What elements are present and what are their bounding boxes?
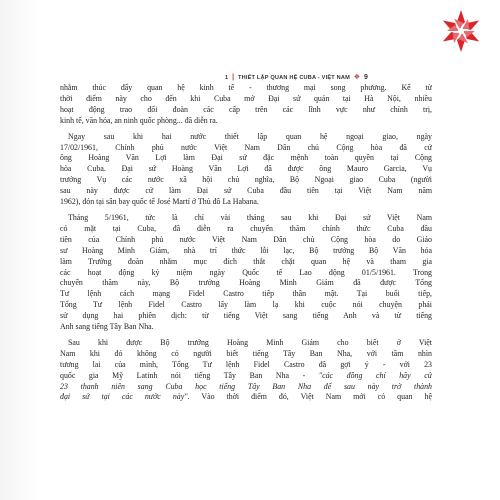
text-line: kinh tế, văn hóa, an ninh quốc phòng... đã diễn ra.	[60, 115, 218, 125]
text-line: Tư lệnh cách mạng Fidel Castro tiếp thân mật. Tại buổi tiếp,	[60, 289, 432, 299]
text-line: Nam khi đó không có người biết tiếng Tây Ban Nha, với tầm nhìn	[60, 348, 432, 358]
text-line: sư Hoàng Minh Giám, nhà trí thức lỗi lạc, Bộ trưởng Bộ Văn hóa	[60, 245, 432, 255]
text-line: 23 thanh niên sang Cuba học tiếng Tây Ban Nha để sau này trở thành	[60, 381, 432, 391]
text-line: tiên của Chính phủ nước Việt Nam Dân chủ Cộng hòa do Giáo	[60, 234, 432, 244]
chapter-number: 1	[225, 75, 229, 81]
page-number: 9	[363, 74, 369, 81]
text-line: quốc gia Mỹ Latinh nói tiếng Tây Ban Nha - "các đồng chí hãy cử	[60, 370, 432, 380]
text-line: hoạt động trao đổi đoàn các cấp trên các lĩnh vực như chính trị,	[60, 104, 432, 114]
text-line: nhằm thúc đẩy quan hệ kinh tế - thương mại song phương. Kể từ	[60, 83, 432, 92]
text-line: các hoạt động kỷ niệm ngày Quốc tế Lao động 01/5/1961. Trong	[60, 267, 432, 277]
text-line: Ngay sau khi hai nước thiết lập quan hệ ngoại giao, ngày	[68, 131, 432, 141]
text-line: 1962), đón tại sân bay quốc tế José Martí ở Thủ đô La Habana.	[60, 197, 259, 207]
ornament-icon: ❖	[353, 74, 361, 81]
text-line: làm Trưởng đoàn nhằm mục đích thắt chặt quan hệ và tham gia	[60, 256, 432, 266]
text-line: Sau khi được Bộ trưởng Hoàng Minh Giám cho biết ở Việt	[68, 337, 432, 347]
text-line: chuyến thăm này, Bộ trưởng Hoàng Minh Giám đã được Tổng	[60, 278, 432, 288]
separator-bar: |	[232, 74, 235, 81]
text-line: đại sứ tại các nước này". Vào thời điểm đó, Việt Nam mới có quan hệ	[60, 392, 432, 402]
chapter-title: THIẾT LẬP QUAN HỆ CUBA - VIỆT NAM	[238, 75, 350, 81]
text-line: sử dụng hai phiên dịch: từ tiếng Việt sang tiếng Anh và từ tiếng	[60, 311, 432, 321]
publisher-logo	[438, 8, 484, 54]
text-line: sau này được cử làm Đại sứ Cuba đầu tiên tại Việt Nam năm	[60, 186, 432, 196]
text-line: có mặt tại Cuba, đã diễn ra chuyến thăm chính thức Cuba đầu	[60, 223, 432, 233]
text-line: 17/02/1961, Chính phủ nước Việt Nam Dân chủ Cộng hòa đã cử	[60, 142, 432, 152]
text-line: tương lai của mình, Tổng Tư lệnh Fidel Castro đã gợi ý - với 23	[60, 359, 432, 369]
text-line: ông Hoàng Văn Lợi làm Đại sứ đặc mệnh toàn quyền tại Cộng	[60, 153, 432, 163]
text-line: Tổng Tư lệnh Fidel Castro lấy làm lạ khi cuộc nói chuyện phải	[60, 300, 432, 310]
text-line: trưởng Vụ các nước xã hội chủ nghĩa, Bộ Ngoại giao Cuba (người	[60, 175, 432, 185]
text-line: Anh sang tiếng Tây Ban Nha.	[60, 322, 154, 332]
body-text	[60, 83, 432, 403]
text-line: thời điểm này cho đến khi Cuba mở Đại sứ quán tại Hà Nội, nhiều	[60, 93, 432, 103]
text-line: Tháng 5/1961, tức là chỉ vài tháng sau khi Đại sứ Việt Nam	[68, 212, 432, 222]
running-header	[225, 73, 440, 81]
text-line: hòa Cuba. Đại sứ Hoàng Văn Lợi đã được ông Mauro Garcia, Vụ	[60, 164, 432, 174]
